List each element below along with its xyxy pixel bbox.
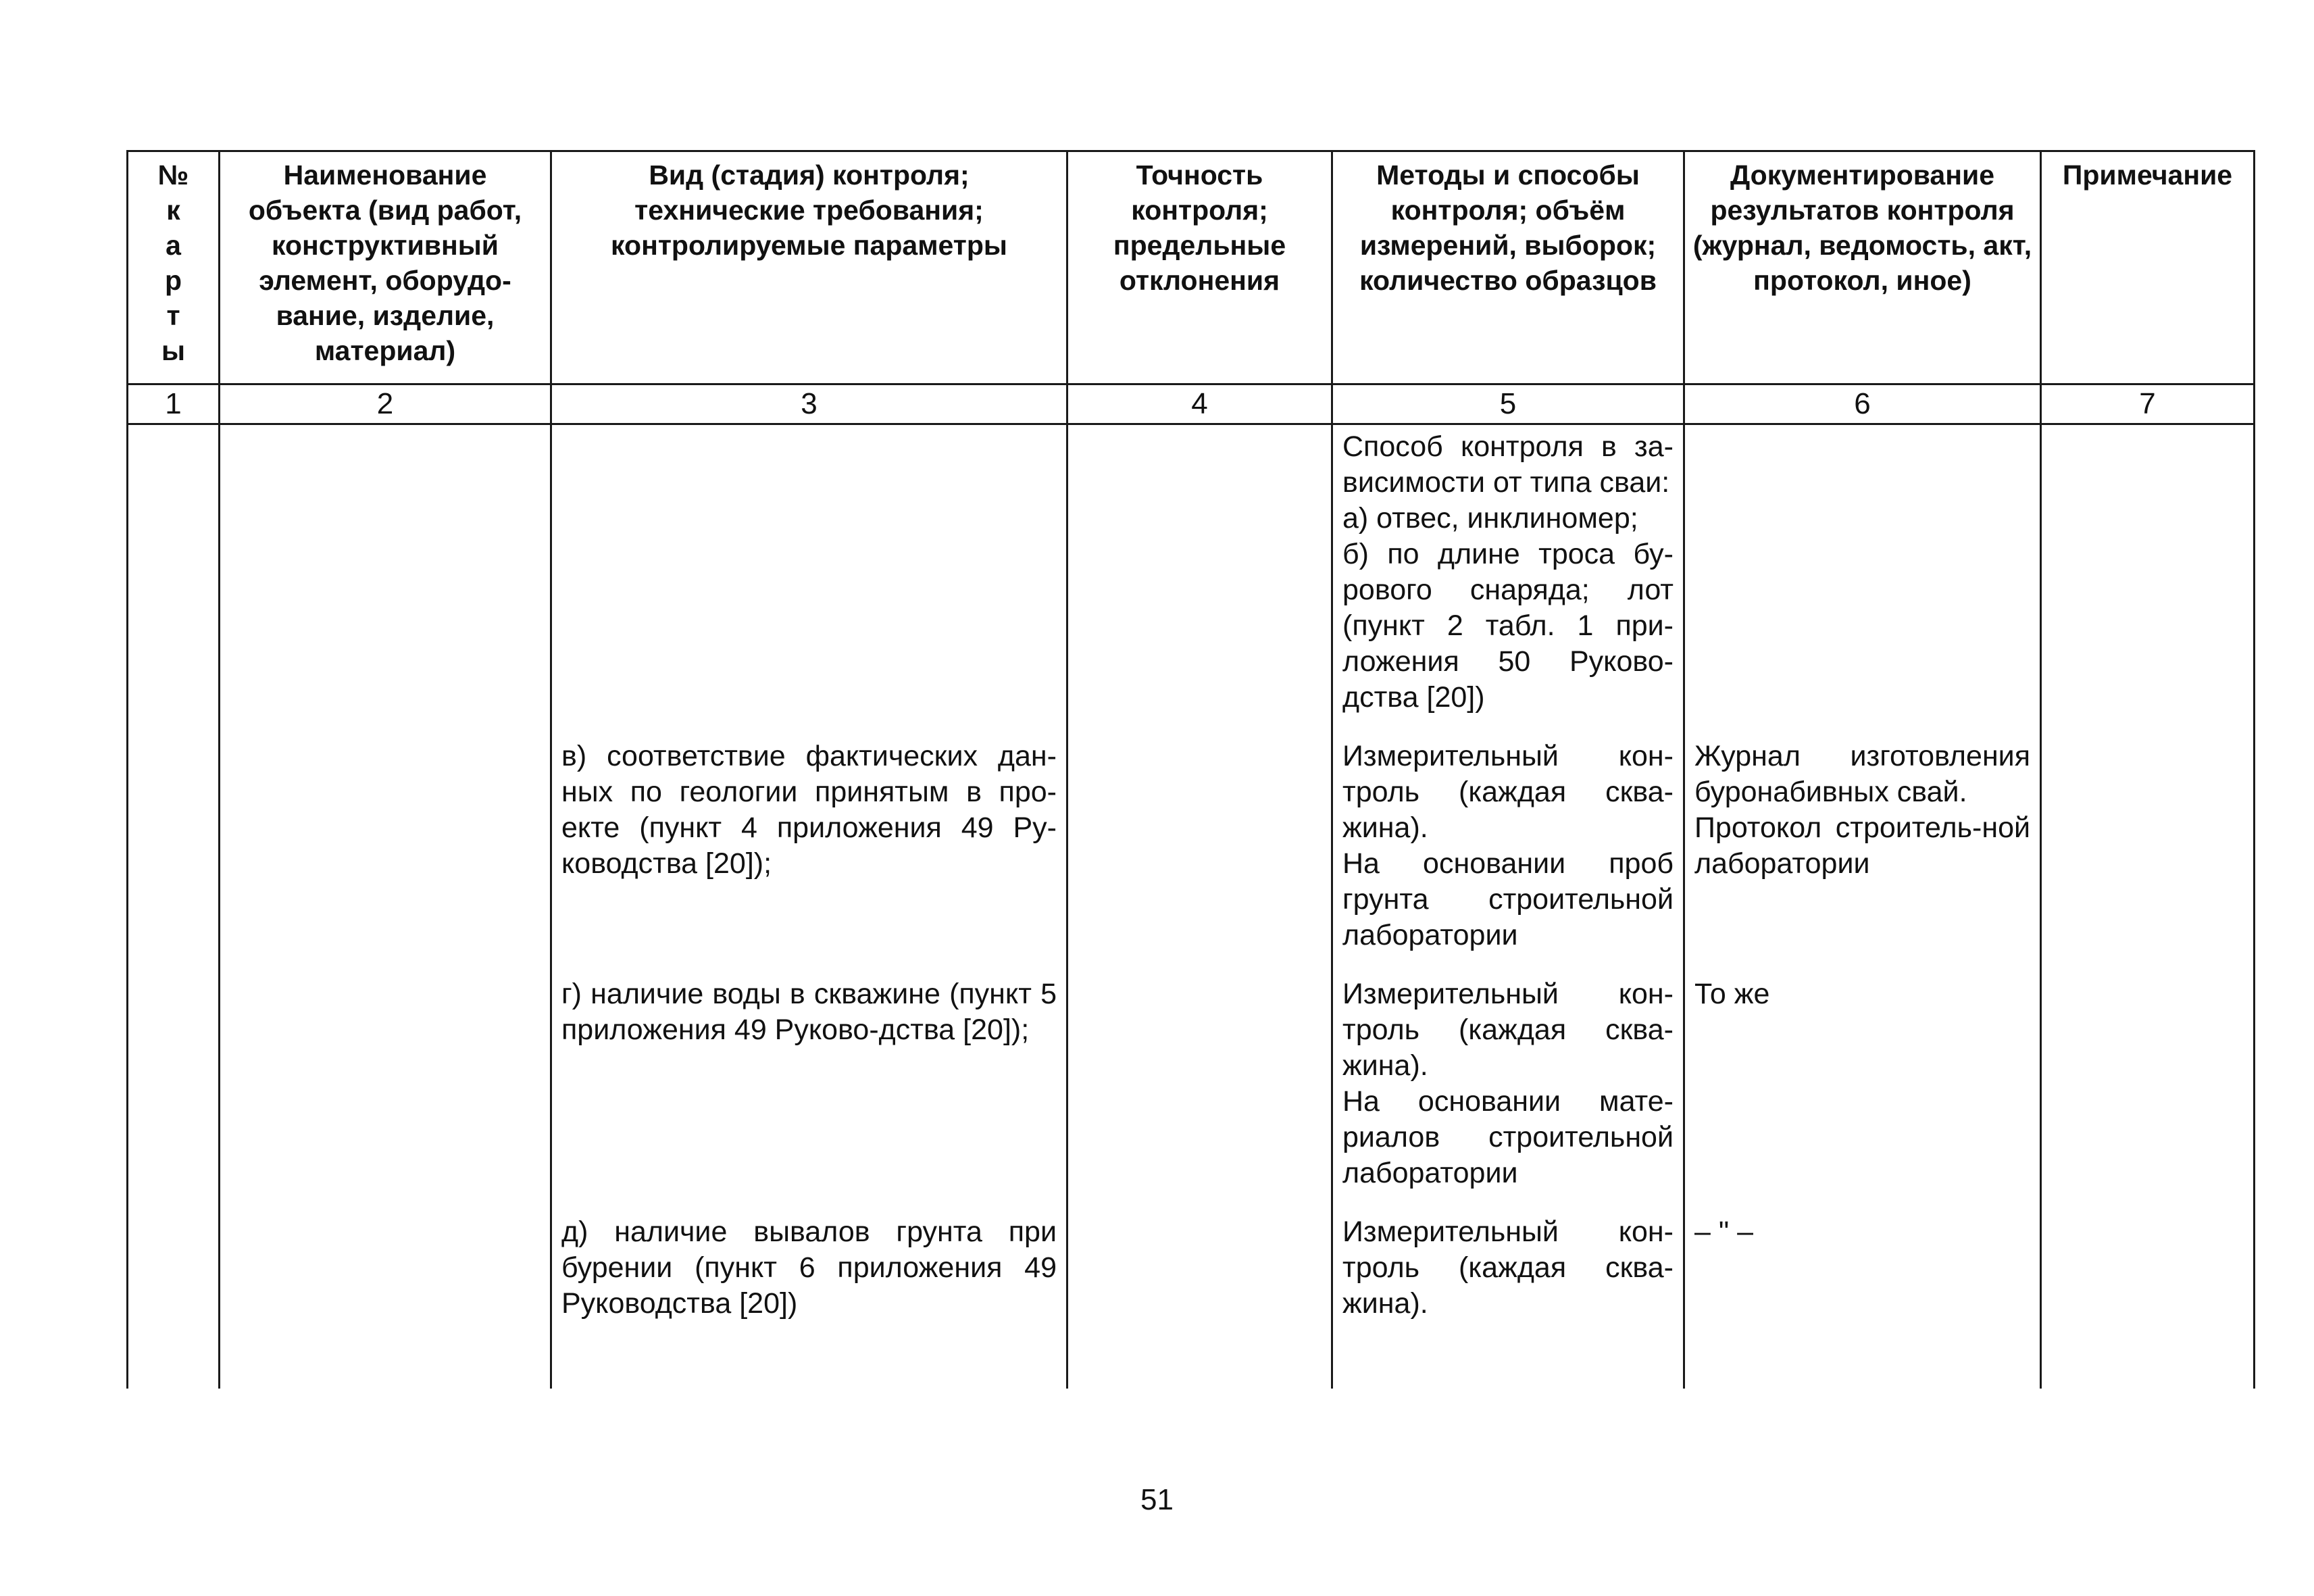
- note-cell: [2041, 1210, 2255, 1389]
- requirement-cell: [551, 424, 1067, 735]
- documentation-cell: [1684, 734, 2041, 972]
- object-name-cell: [220, 1210, 551, 1389]
- documentation-cell: [1684, 424, 2041, 735]
- control-map-table: [126, 150, 2255, 1389]
- accuracy-cell: [1067, 424, 1332, 735]
- table-row: [128, 734, 2255, 972]
- table-row: [128, 424, 2255, 735]
- documentation-text: Журнал изготовления буронабивных свай.: [1694, 740, 2030, 808]
- header-documentation: Документирование результатов контроля (журнал, ведомость, акт, протокол, иное): [1684, 151, 2041, 384]
- method-text: Измерительный кон-троль (каждая сква-жина).: [1342, 1216, 1674, 1320]
- methods-cell: [1332, 734, 1684, 972]
- note-cell: [2041, 972, 2255, 1210]
- method-text: а) отвес, инклиномер;: [1342, 502, 1638, 534]
- table-row: [128, 1210, 2255, 1389]
- header-note: Примечание: [2041, 151, 2255, 384]
- requirement-cell: д) наличие вывалов грунта при бурении (пункт 6 приложения 49 Руководства [20]): [551, 1210, 1067, 1389]
- table-header: [128, 151, 2255, 384]
- column-number: 4: [1067, 384, 1332, 424]
- card-number-cell: [128, 972, 220, 1210]
- header-object-name: Наименование объекта (вид работ, конструктивный элемент, оборудо-вание, изделие, материал): [220, 151, 551, 384]
- header-card-number: № к а р т ы: [128, 151, 220, 384]
- method-text: б) по длине троса бу-рового снаряда; лот (пункт 2 табл. 1 при-ложения 50 Руково-дства [20]): [1342, 538, 1674, 714]
- header-control-type: Вид (стадия) контроля; технические требования; контролируемые параметры: [551, 151, 1067, 384]
- accuracy-cell: [1067, 734, 1332, 972]
- documentation-text: То же: [1694, 978, 1770, 1010]
- documentation-cell: [1684, 1210, 2041, 1389]
- methods-cell: [1332, 972, 1684, 1210]
- requirement-cell: г) наличие воды в скважине (пункт 5 приложения 49 Руково-дства [20]);: [551, 972, 1067, 1210]
- page-number: 51: [1140, 1483, 1174, 1516]
- header-accuracy: Точность контроля; предельные отклонения: [1067, 151, 1332, 384]
- column-number: 2: [220, 384, 551, 424]
- accuracy-cell: [1067, 972, 1332, 1210]
- method-text: Способ контроля в за-висимости от типа сваи:: [1342, 430, 1674, 499]
- method-text: Измерительный кон-троль (каждая сква-жина).: [1342, 978, 1674, 1082]
- object-name-cell: [220, 424, 551, 735]
- column-number: 5: [1332, 384, 1684, 424]
- note-cell: [2041, 734, 2255, 972]
- column-number-row: [128, 384, 2255, 424]
- documentation-text: Протокол строитель-ной лаборатории: [1694, 812, 2030, 880]
- card-number-cell: [128, 734, 220, 972]
- card-number-cell: [128, 424, 220, 735]
- method-text: Измерительный кон-троль (каждая сква-жина).: [1342, 740, 1674, 844]
- requirement-cell: в) соответствие фактических дан-ных по геологии принятым в про-екте (пункт 4 приложения 49 Ру-ководства [20]);: [551, 734, 1067, 972]
- column-number: 7: [2041, 384, 2255, 424]
- methods-cell: [1332, 1210, 1684, 1389]
- object-name-cell: [220, 972, 551, 1210]
- accuracy-cell: [1067, 1210, 1332, 1389]
- object-name-cell: [220, 734, 551, 972]
- method-text: На основании проб грунта строительной лаборатории: [1342, 847, 1674, 951]
- header-methods: Методы и способы контроля; объём измерений, выборок; количество образцов: [1332, 151, 1684, 384]
- column-number: 6: [1684, 384, 2041, 424]
- table-row: [128, 972, 2255, 1210]
- column-number: 1: [128, 384, 220, 424]
- documentation-text: – " –: [1694, 1216, 1753, 1248]
- column-number: 3: [551, 384, 1067, 424]
- methods-cell: [1332, 424, 1684, 735]
- card-number-cell: [128, 1210, 220, 1389]
- note-cell: [2041, 424, 2255, 735]
- documentation-cell: [1684, 972, 2041, 1210]
- method-text: На основании мате-риалов строительной лаборатории: [1342, 1085, 1674, 1189]
